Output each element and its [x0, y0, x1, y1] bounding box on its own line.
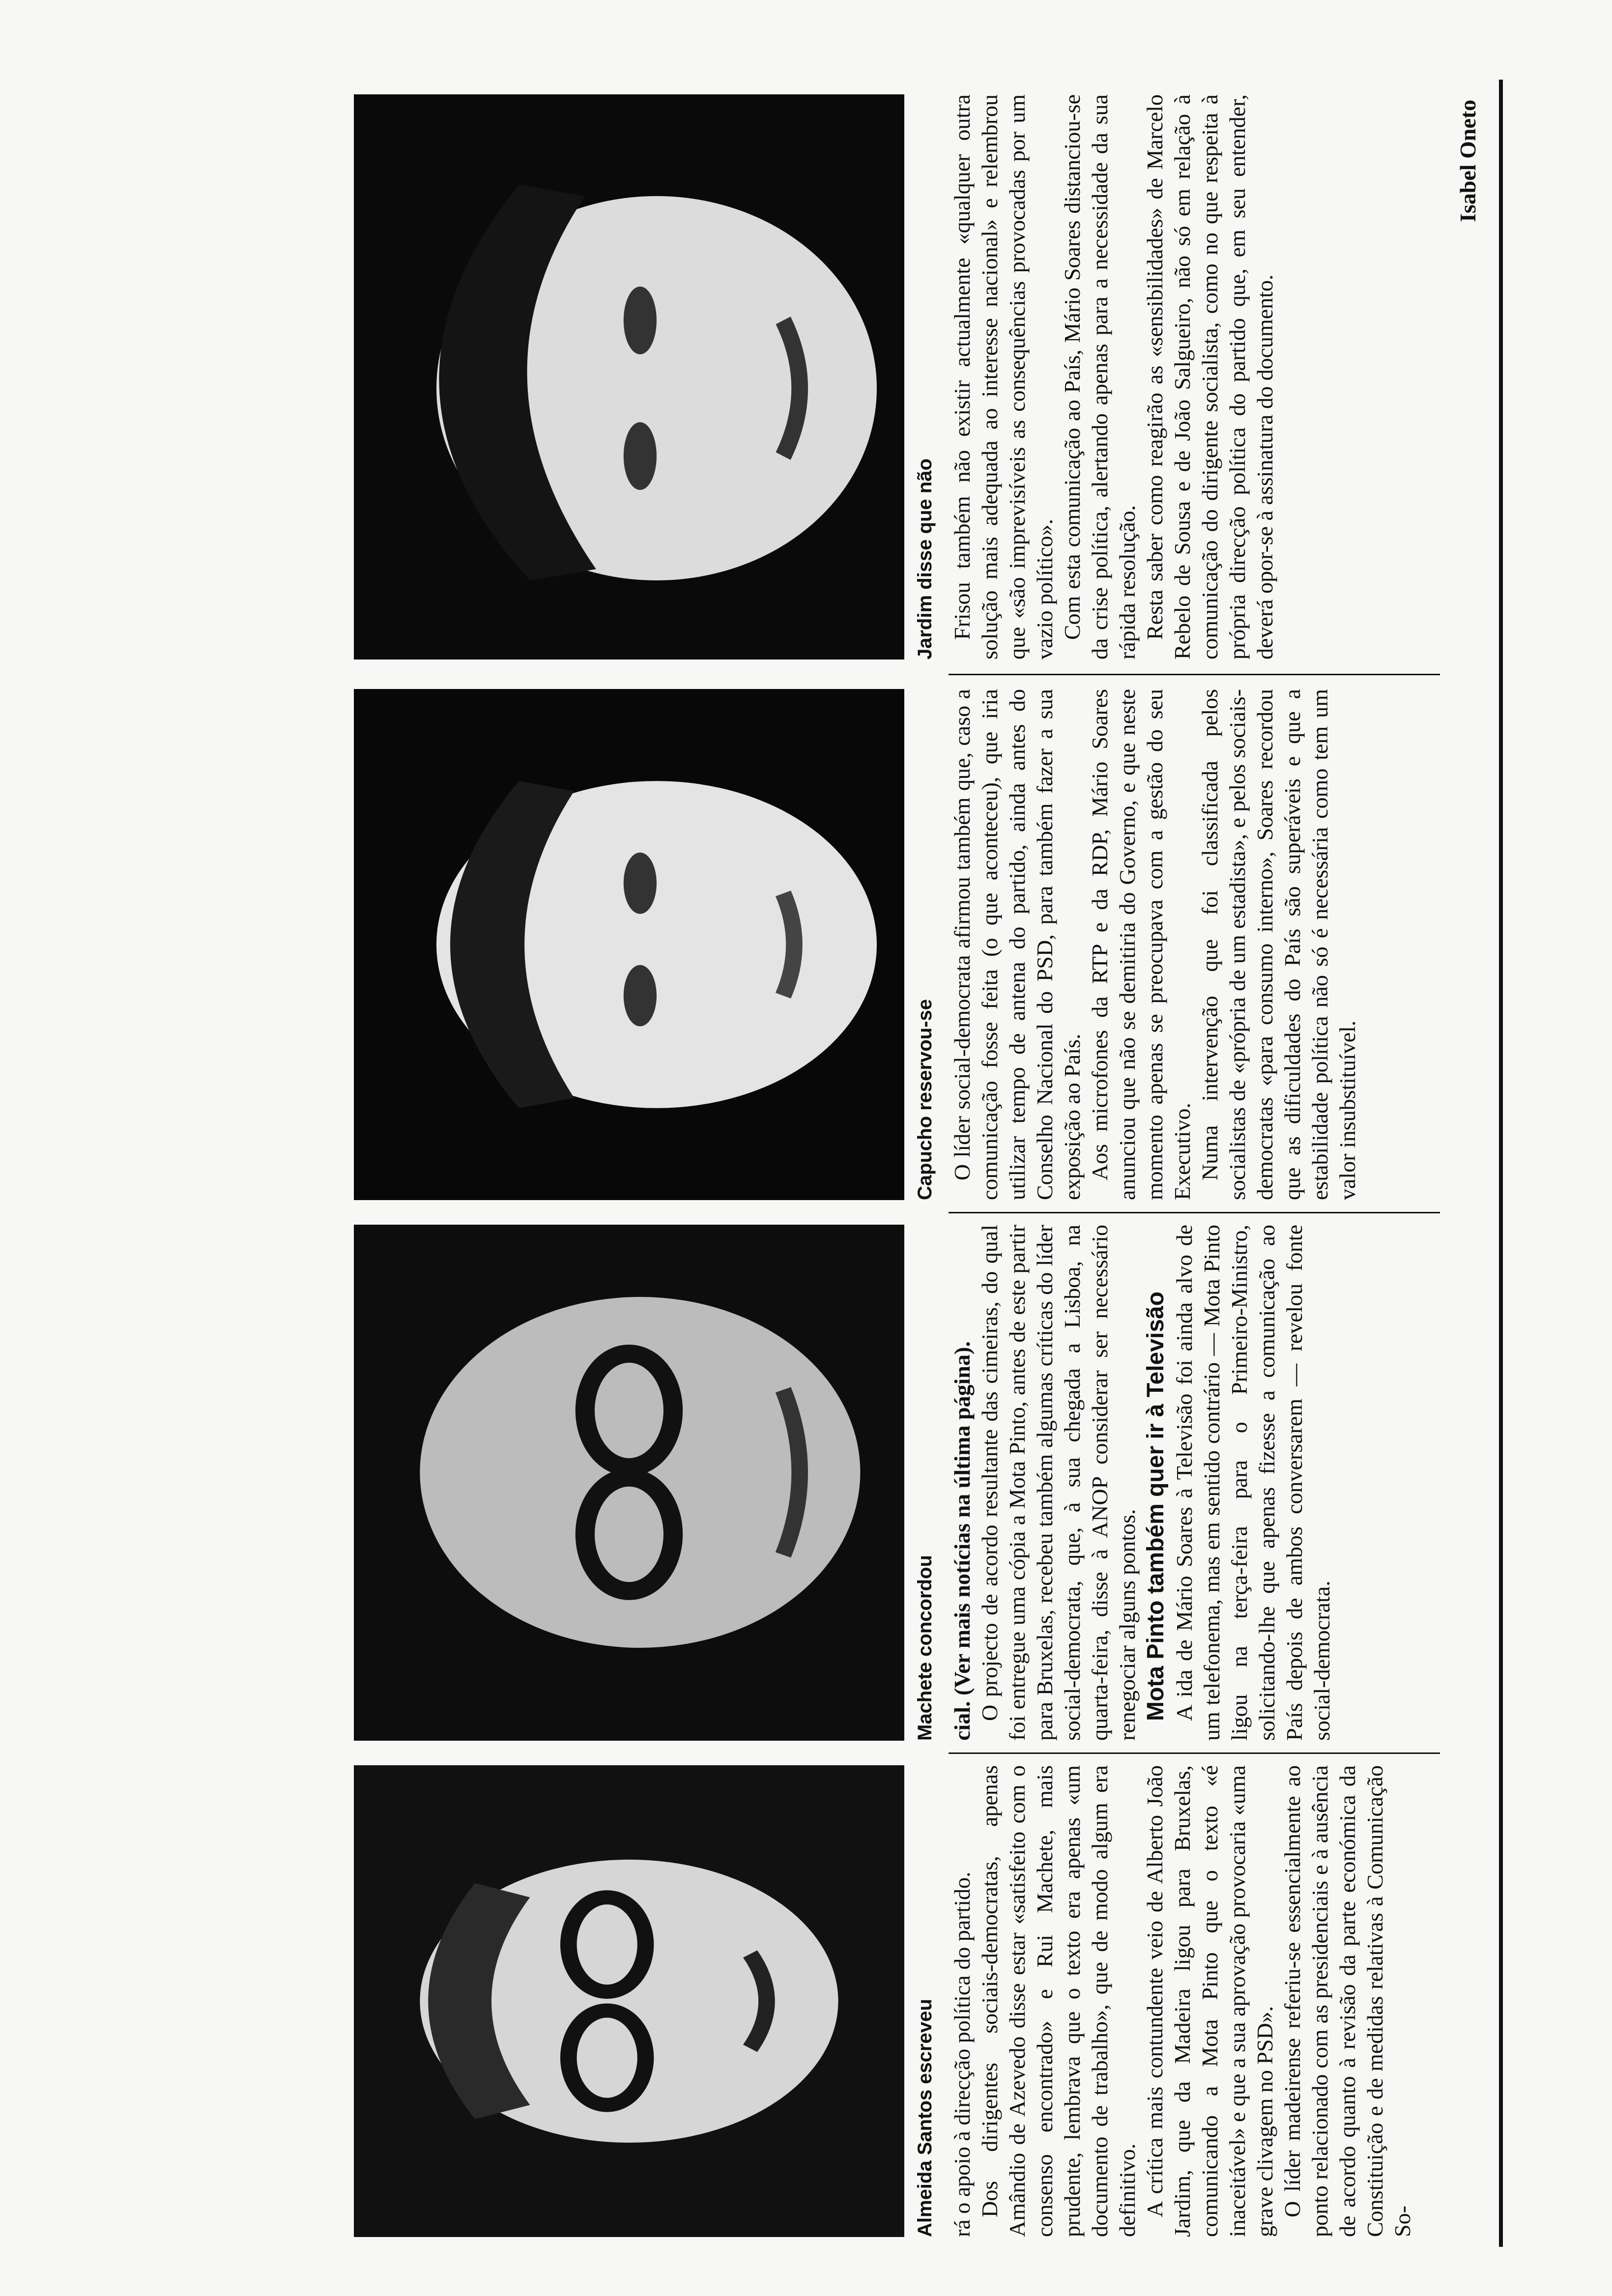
caption-almeida-santos: Almeida Santos escreveu — [914, 1999, 936, 2237]
paragraph: O projecto de acordo resultante das cimeiras, do qual foi entregue uma cópia a Mota Pinto, antes de este partir para Bruxelas, recebeu também algumas críticas do líder social-democrata, que, à sua chegada a Lisboa, na quarta-feira, disse à ANOP considerar ser necessário renegociar alguns pontos. — [977, 1225, 1140, 1741]
paragraph: Com esta comunicação ao País, Mário Soares distanciou-se da crise política, alertando apenas para a necessidade da sua rápida resolução. — [1060, 94, 1140, 660]
paragraph: Dos dirigentes sociais-democratas, apenas Amândio de Azevedo disse estar «satisfeito com o consenso encontrado» e Rui Machete, mais prudente, lembrava que o texto era apenas «um documento de trabalho», que de modo algum era definitivo. — [977, 1765, 1140, 2237]
photo-almeida-santos — [354, 1765, 904, 2237]
paragraph: A crítica mais contundente veio de Alberto João Jardim, que da Madeira ligou para Bruxelas, comunicando a Mota Pinto que o texto «é inaceitável» e que a sua aprovação provocaria «uma grave clivagem no PSD». — [1142, 1765, 1277, 2237]
column-divider — [949, 1752, 1440, 1754]
portrait-image — [354, 1225, 904, 1741]
caption-capucho: Capucho reservou-se — [914, 999, 936, 1200]
caption-jardim: Jardim disse que não — [914, 458, 936, 660]
photo-jardim — [354, 94, 904, 660]
subheading: Mota Pinto também quer ir à Televisão — [1143, 1292, 1169, 1721]
photo-machete — [354, 1225, 904, 1741]
paragraph: Aos microfones da RTP e da RDP, Mário Soares anunciou que não se demitiria do Governo, e que neste momento apenas se preocupava com a gestão do seu Executivo. — [1087, 689, 1195, 1200]
portrait-image — [354, 94, 904, 660]
article-column-3 — [949, 689, 1361, 1200]
paragraph: O líder social-democrata afirmou também que, caso a comunicação fosse feita (o que aconteceu), que iria utilizar tempo de antena do partido, ainda antes do Conselho Nacional do PSD, para também fazer a sua exposição ao País. — [950, 689, 1085, 1200]
column-divider — [949, 674, 1440, 675]
portrait-image — [354, 1765, 904, 2237]
paragraph: Frisou também não existir actualmente «qualquer outra solução mais adequada ao interesse nacional» e relembrou que «são imprevisíveis as consequências provocadas por um vazio político». — [950, 94, 1057, 660]
bottom-rule — [1499, 80, 1503, 2247]
paragraph: O líder madeirense referiu-se essencialmente ao ponto relacionado com as presidenciais e à ausência de acordo quanto à revisão da parte económica da Constituição e de medidas relativas à Comunicação So- — [1280, 1765, 1415, 2237]
article-column-2 — [949, 1225, 1336, 1741]
column-divider — [949, 1212, 1440, 1213]
caption-machete: Machete concordou — [914, 1555, 936, 1741]
article-column-1 — [949, 1765, 1416, 2237]
portrait-image — [354, 689, 904, 1200]
author-signature: Isabel Oneto — [1455, 99, 1480, 222]
photo-capucho — [354, 689, 904, 1200]
paragraph: Numa intervenção que foi classificada pelos socialistas de «própria de um estadista», e pelos sociais-democratas «para consumo interno», Soares recordou que as dificuldades do País são superáveis e que a estabilidade política não só é necessária como tem um valor insubstituível. — [1197, 689, 1360, 1200]
paragraph: rá o apoio à direcção política do partido. — [950, 1871, 975, 2237]
article-column-4 — [949, 94, 1279, 660]
cross-reference: cial. (Ver mais notícias na última página). — [950, 1341, 975, 1741]
paragraph: A ida de Mário Soares à Televisão foi ainda alvo de um telefonema, mas em sentido contrário — Mota Pinto ligou na terça-feira para o Primeiro-Ministro, solicitando-lhe que apenas fizesse a comunicação ao País depois de ambos conversarem — revelou fonte social-democrata. — [1172, 1225, 1334, 1741]
paragraph: Resta saber como reagirão as «sensibilidades» de Marcelo Rebelo de Sousa e de João Salgueiro, não só em relação à comunicação do dirigente socialista, como no que respeita à própria direcção política do partido que, em seu entender, deverá opor-se à assinatura do documento. — [1142, 94, 1277, 660]
